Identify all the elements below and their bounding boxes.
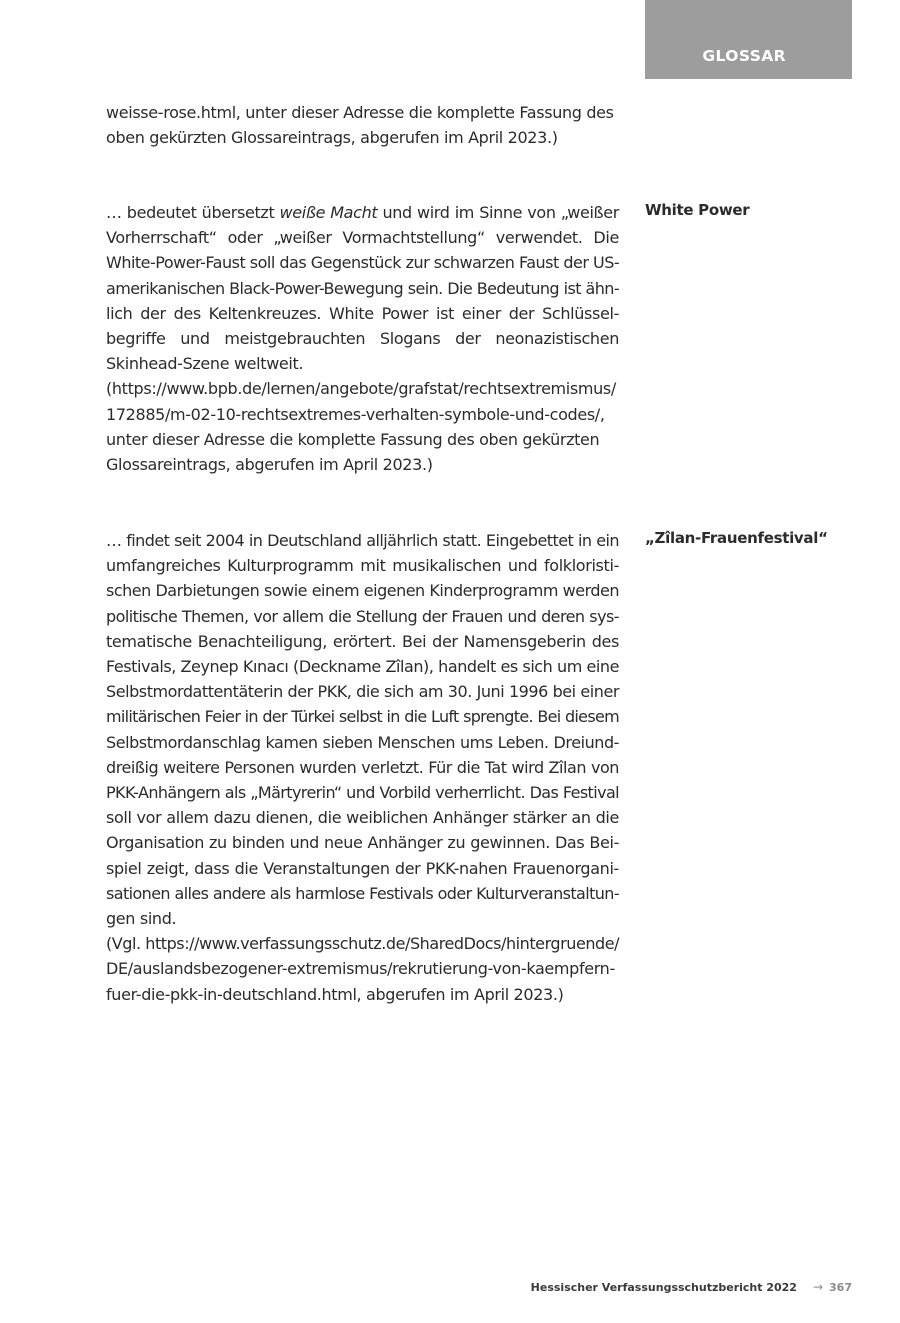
emphasis-text: weiße Macht — [279, 203, 378, 222]
glossary-term-white-power: White Power — [645, 201, 750, 219]
text-line — [106, 704, 619, 729]
text-line: weisse-rose.html, unter dieser Adresse die komplette Fassung des — [106, 103, 614, 122]
arrow-right-icon: → — [812, 1280, 824, 1294]
text-run: … findet seit 2004 in Deutschland alljährlich statt. Eingebettet in ein — [106, 531, 619, 550]
text-run: und wird im Sinne von „weißer — [377, 203, 619, 222]
text-run: 172885/m-02-10-rechtsextremes-verhalten-symbole-und-codes/, — [106, 404, 605, 424]
text-line — [106, 250, 619, 275]
text-run: Festivals, Zeynep Kınacı (Deckname Zîlan), handelt es sich um eine — [106, 657, 619, 677]
text-run: lich der des Keltenkreuzes. White Power ist einer der Schlüssel- — [106, 303, 619, 323]
page-number: 367 — [829, 1280, 852, 1294]
text-run: Organisation zu binden und neue Anhänger zu gewinnen. Das Bei- — [106, 833, 619, 853]
text-line — [106, 982, 619, 1007]
text-line — [106, 402, 619, 427]
page-footer — [531, 1280, 852, 1294]
text-run: Vorherrschaft“ oder „weißer Vormachtstellung“ verwendet. Die — [106, 228, 619, 248]
text-line — [106, 755, 619, 780]
text-run: White-Power-Faust soll das Gegenstück zur schwarzen Faust der US- — [106, 253, 620, 273]
text-run: amerikanischen Black-Power-Bewegung sein. Die Bedeutung ist ähn- — [106, 278, 619, 298]
text-run: spiel zeigt, dass die Veranstaltungen der PKK-nahen Frauenorgani- — [106, 858, 619, 878]
text-line — [106, 805, 619, 830]
text-run: Glossareintrags, abgerufen im April 2023.) — [106, 455, 433, 475]
section-tab-label: GLOSSAR — [702, 47, 786, 65]
text-run: gen sind. — [106, 909, 177, 929]
text-run: sationen alles andere als harmlose Festivals oder Kulturveranstaltun- — [106, 883, 619, 903]
text-line — [106, 830, 619, 855]
text-run: (Vgl. https://www.verfassungsschutz.de/SharedDocs/hintergruende/ — [106, 934, 620, 954]
text-line: oben gekürzten Glossareintrags, abgerufen im April 2023.) — [106, 128, 558, 148]
continuation-paragraph — [106, 100, 619, 150]
text-line — [106, 679, 619, 704]
text-run: DE/auslandsbezogener-extremismus/rekrutierung-von-kaempfern- — [106, 959, 615, 979]
text-line — [106, 553, 619, 578]
text-run: tematische Benachteiligung, erörtert. Bei der Namensgeberin des — [106, 631, 619, 651]
text-run: Selbstmordanschlag kamen sieben Menschen ums Leben. Dreiund- — [106, 732, 619, 752]
text-line — [106, 629, 619, 654]
text-line — [106, 856, 619, 881]
text-line — [106, 931, 619, 956]
text-line — [106, 604, 619, 629]
text-run: Skinhead-Szene weltweit. — [106, 354, 304, 374]
text-line — [106, 906, 619, 931]
text-run: PKK-Anhängern als „Märtyrerin“ und Vorbild verherrlicht. Das Festival — [106, 783, 619, 803]
text-line — [106, 200, 619, 225]
text-line — [106, 376, 619, 401]
text-line — [106, 276, 619, 301]
publication-title: Hessischer Verfassungsschutzbericht 2022 — [530, 1280, 797, 1294]
text-run: Selbstmordattentäterin der PKK, die sich am 30. Juni 1996 bei einer — [106, 682, 619, 702]
text-run: schen Darbietungen sowie einem eigenen Kinderprogramm werden — [106, 581, 619, 601]
text-line — [106, 326, 619, 351]
text-run: unter dieser Adresse die komplette Fassung des oben gekürzten — [106, 429, 600, 449]
text-line — [106, 578, 619, 603]
text-run: dreißig weitere Personen wurden verletzt. Für die Tat wird Zîlan von — [106, 757, 619, 777]
text-line — [106, 225, 619, 250]
text-run: … bedeutet übersetzt — [106, 203, 280, 222]
text-line — [106, 881, 619, 906]
text-run: begriffe und meistgebrauchten Slogans der neonazistischen — [106, 329, 619, 349]
text-line — [106, 780, 619, 805]
text-line — [106, 730, 619, 755]
glossary-term-zilan-frauenfestival: „Zîlan-Frauenfestival“ — [645, 529, 828, 547]
text-line — [106, 528, 619, 553]
glossary-definition-zilan-frauenfestival — [106, 528, 619, 1007]
text-line — [106, 654, 619, 679]
text-line — [106, 351, 619, 376]
text-line — [106, 301, 619, 326]
text-line — [106, 956, 619, 981]
text-run: soll vor allem dazu dienen, die weiblichen Anhänger stärker an die — [106, 808, 619, 828]
text-run: militärischen Feier in der Türkei selbst in die Luft sprengte. Bei diesem — [106, 707, 619, 727]
text-run: politische Themen, vor allem die Stellung der Frauen und deren sys- — [106, 606, 619, 626]
text-line — [106, 427, 619, 452]
text-line — [106, 452, 619, 477]
text-run: fuer-die-pkk-in-deutschland.html, abgerufen im April 2023.) — [106, 984, 564, 1004]
text-run: umfangreiches Kulturprogramm mit musikalischen und folkloristi- — [106, 556, 619, 576]
glossary-definition-white-power — [106, 200, 619, 477]
text-run: (https://www.bpb.de/lernen/angebote/grafstat/rechtsextremismus/ — [106, 379, 616, 399]
section-tab — [645, 0, 852, 79]
